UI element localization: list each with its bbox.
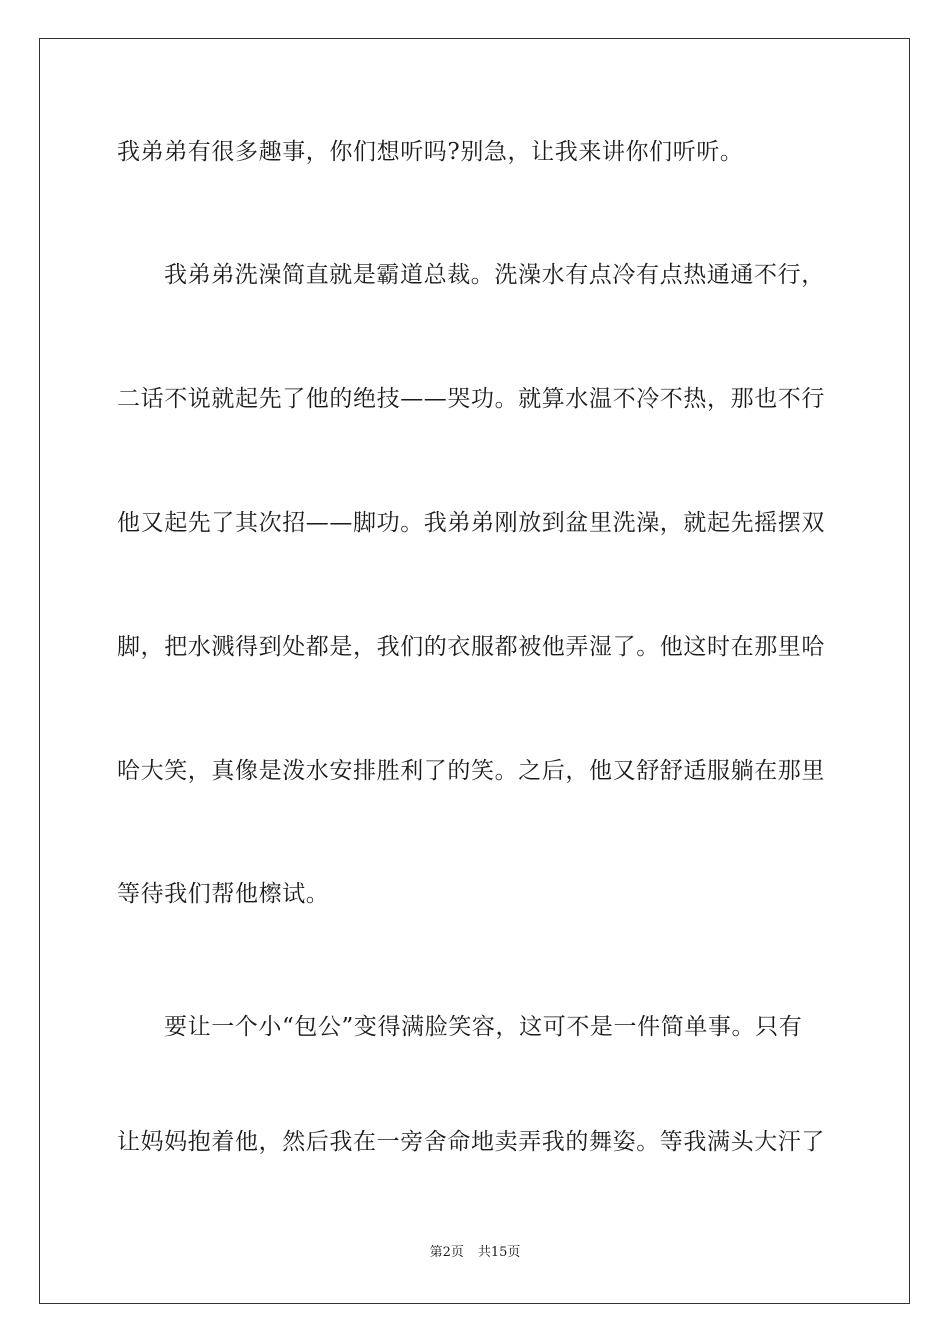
text-line: 让妈妈抱着他，然后我在一旁舍命地卖弄我的舞姿。等我满头大汗了 [117, 1129, 825, 1155]
text-line: 脚，把水溅得到处都是，我们的衣服都被他弄湿了。他这时在那里哈 [117, 634, 825, 660]
text-line: 要让一个小“包公”变得满脸笑容，这可不是一件简单事。只有 [164, 1014, 803, 1040]
total-pages: 共15页 [477, 1245, 521, 1260]
text-line: 哈大笑，真像是泼水安排胜利了的笑。之后，他又舒舒适服躺在那里 [117, 758, 825, 784]
page-border [39, 38, 910, 1304]
text-line: 我弟弟有很多趣事，你们想听吗?别急，让我来讲你们听听。 [117, 139, 744, 165]
page-footer [0, 1245, 950, 1261]
page-number: 第2页 [429, 1245, 464, 1260]
text-line: 等待我们帮他檫试。 [117, 881, 330, 907]
text-line: 二话不说就起先了他的绝技——哭功。就算水温不冷不热，那也不行 [117, 386, 825, 412]
text-line: 他又起先了其次招——脚功。我弟弟刚放到盆里洗澡，就起先摇摆双 [117, 510, 825, 536]
text-line: 我弟弟洗澡简直就是霸道总裁。洗澡水有点冷有点热通通不行， [164, 262, 825, 288]
